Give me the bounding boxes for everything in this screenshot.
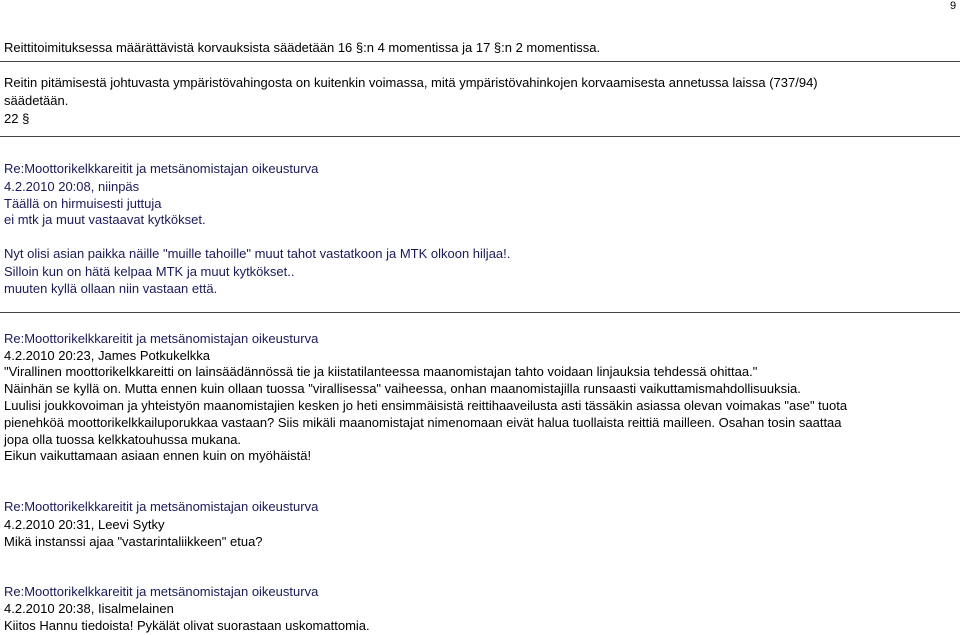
post-line: "Virallinen moottorikelkkareitti on lainsäädännössä tie ja kiistatilanteessa maanomistajan tahto voidaan linjauksia tehdessä ohittaa." — [4, 364, 758, 379]
divider — [0, 61, 960, 62]
post-line: Täällä on hirmuisesti juttuja — [4, 196, 162, 211]
intro-line-2: Reitin pitämisestä johtuvasta ympäristövahingosta on kuitenkin voimassa, mitä ympäristövahinkojen korvaamisesta annetussa laissa (737/94) — [4, 75, 818, 90]
post-line: Luulisi joukkovoiman ja yhteistyön maanomistajien kesken jo heti ensimmäisistä reittihaaveilusta asti tässäkin asiassa olevan voimakas "ase" tuota — [4, 398, 848, 413]
post-title: Re:Moottorikelkkareitit ja metsänomistajan oikeusturva — [4, 499, 319, 514]
post-line: Kiitos Hannu tiedoista! Pykälät olivat suorastaan uskomattomia. — [4, 618, 370, 633]
intro-line-3: säädetään. — [4, 93, 69, 108]
page-number: 9 — [950, 0, 957, 12]
post-line: Näinhän se kyllä on. Mutta ennen kuin ollaan tuossa "virallisessa" vaiheessa, onhan maanomistajilla runsaasti vaikuttamismahdollisuuksia. — [4, 381, 801, 396]
post-line: ei mtk ja muut vastaavat kytkökset. — [4, 212, 206, 227]
post-line: muuten kyllä ollaan niin vastaan että. — [4, 281, 218, 296]
post-title: Re:Moottorikelkkareitit ja metsänomistajan oikeusturva — [4, 584, 319, 599]
post-meta: 4.2.2010 20:08, niinpäs — [4, 179, 140, 194]
post-title: Re:Moottorikelkkareitit ja metsänomistajan oikeusturva — [4, 331, 319, 346]
post-line: jopa olla tuossa kelkkatouhussa mukana. — [4, 432, 242, 447]
divider — [0, 312, 960, 313]
post-line: Mikä instanssi ajaa "vastarintaliikkeen" etua? — [4, 534, 263, 549]
post-line: Eikun vaikuttamaan asiaan ennen kuin on myöhäistä! — [4, 448, 312, 463]
post-line: Silloin kun on hätä kelpaa MTK ja muut kytkökset.. — [4, 264, 295, 279]
post-line: Nyt olisi asian paikka näille "muille tahoille" muut tahot vastatkoon ja MTK olkoon hiljaa!. — [4, 246, 511, 261]
post-line: pienehköä moottorikelkkailuporukkaa vastaan? Siis mikäli maanomistajat nimenomaan eivät halua tuollaista reittiä mailleen. Osahan tosin saattaa — [4, 415, 842, 430]
divider — [0, 136, 960, 137]
intro-line-4: 22 § — [4, 111, 30, 126]
post-meta: 4.2.2010 20:23, James Potkukelkka — [4, 348, 210, 363]
post-meta: 4.2.2010 20:38, Iisalmelainen — [4, 601, 174, 616]
intro-line-1: Reittitoimituksessa määrättävistä korvauksista säädetään 16 §:n 4 momentissa ja 17 §:n 2 momentissa. — [4, 40, 601, 55]
post-meta: 4.2.2010 20:31, Leevi Sytky — [4, 517, 165, 532]
post-title: Re:Moottorikelkkareitit ja metsänomistajan oikeusturva — [4, 161, 319, 176]
